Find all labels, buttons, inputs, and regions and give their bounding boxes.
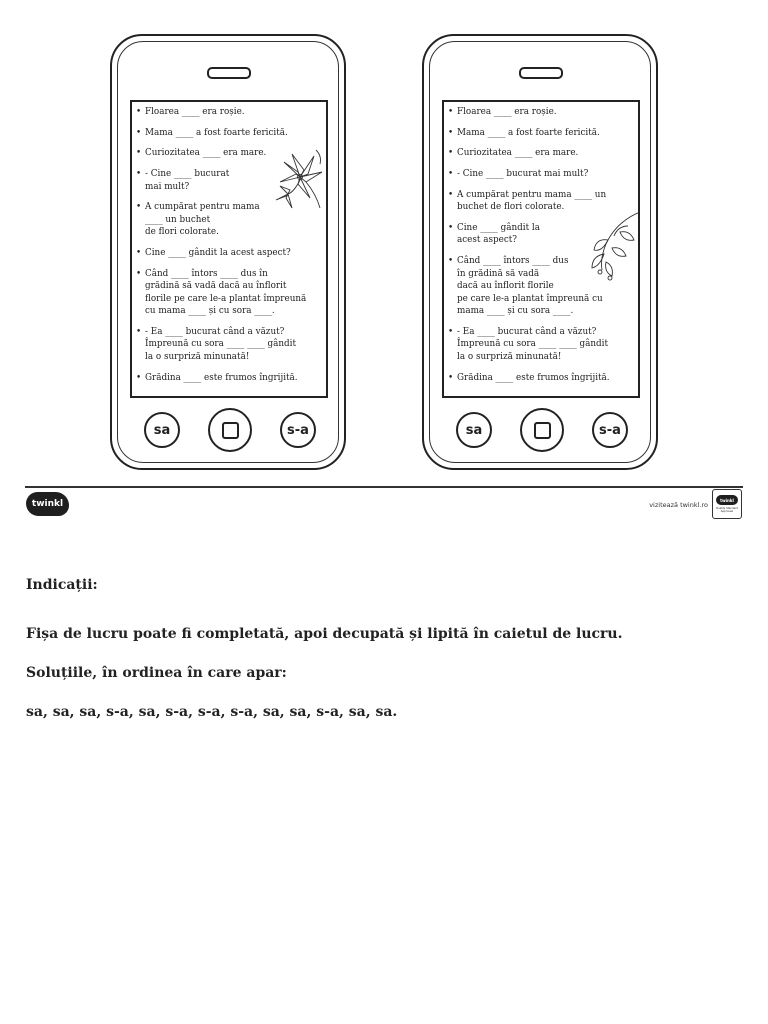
sentence-item: • Când ____ întors ____ dus în grădină să vadă dacă au înflorit florile pe care le-a plantat împreună cu mama ____ și cu sora ____.	[448, 255, 632, 318]
sentence-item: • A cumpărat pentru mama ____ un buchet de flori colorate.	[136, 201, 320, 239]
sentence-item: • Curiozitatea ____ era mare.	[136, 147, 320, 160]
sentence-item: • - Cine ____ bucurat mai mult?	[136, 168, 320, 193]
phone-card-1	[110, 34, 346, 470]
sentence-item: • - Ea ____ bucurat când a văzut? Împreună cu sora ____ ____ gândit la o surpriză minunată!	[136, 326, 320, 364]
sentence-list-2	[444, 102, 638, 384]
phone-screen-1	[130, 100, 328, 398]
sentence-item: • Grădina ____ este frumos îngrijită.	[448, 372, 632, 385]
home-button[interactable]	[208, 408, 252, 452]
phone-screen-2	[442, 100, 640, 398]
solutions-label: Soluțiile, în ordinea în care apar:	[26, 665, 287, 681]
speaker-icon	[519, 67, 563, 79]
sentence-item: • Mama ____ a fost foarte fericită.	[136, 127, 320, 140]
s-a-button[interactable]: s-a	[280, 412, 316, 448]
sentence-item: • Cine ____ gândit la acest aspect?	[448, 222, 632, 247]
footer-divider	[25, 486, 743, 488]
sentence-item: • A cumpărat pentru mama ____ un buchet de flori colorate.	[448, 189, 632, 214]
sentence-item: • Floarea ____ era roșie.	[136, 106, 320, 119]
sentence-item: • Grădina ____ este frumos îngrijită.	[136, 372, 320, 385]
sentence-item: • Floarea ____ era roșie.	[448, 106, 632, 119]
sentence-item: • Curiozitatea ____ era mare.	[448, 147, 632, 160]
instructions-heading: Indicații:	[26, 577, 98, 593]
phone-card-2	[422, 34, 658, 470]
sentence-list-1	[132, 102, 326, 384]
home-icon	[534, 422, 551, 439]
home-icon	[222, 422, 239, 439]
sa-button[interactable]: sa	[456, 412, 492, 448]
sentence-item: • - Ea ____ bucurat când a văzut? Împreună cu sora ____ ____ gândit la o surpriză minunată!	[448, 326, 632, 364]
sa-button[interactable]: sa	[144, 412, 180, 448]
sentence-item: • Cine ____ gândit la acest aspect?	[136, 247, 320, 260]
solutions-list: sa, sa, sa, s-a, sa, s-a, s-a, s-a, sa, sa, s-a, sa, sa.	[26, 704, 398, 720]
quality-badge	[712, 489, 742, 519]
sentence-item: • Mama ____ a fost foarte fericită.	[448, 127, 632, 140]
instructions-text: Fișa de lucru poate fi completată, apoi decupată și lipită în caietul de lucru.	[26, 626, 623, 642]
sentence-item: • - Cine ____ bucurat mai mult?	[448, 168, 632, 181]
twinkl-logo[interactable]: twinkl	[26, 492, 69, 516]
home-button[interactable]	[520, 408, 564, 452]
s-a-button[interactable]: s-a	[592, 412, 628, 448]
sentence-item: • Când ____ întors ____ dus în grădină să vadă dacă au înflorit florile pe care le-a plantat împreună cu mama ____ și cu sora ____.	[136, 268, 320, 318]
speaker-icon	[207, 67, 251, 79]
badge-text: Quality Standard Approved	[716, 507, 738, 513]
visit-link[interactable]: vizitează twinkl.ro	[649, 501, 708, 509]
badge-logo-icon: twinkl	[716, 495, 738, 505]
